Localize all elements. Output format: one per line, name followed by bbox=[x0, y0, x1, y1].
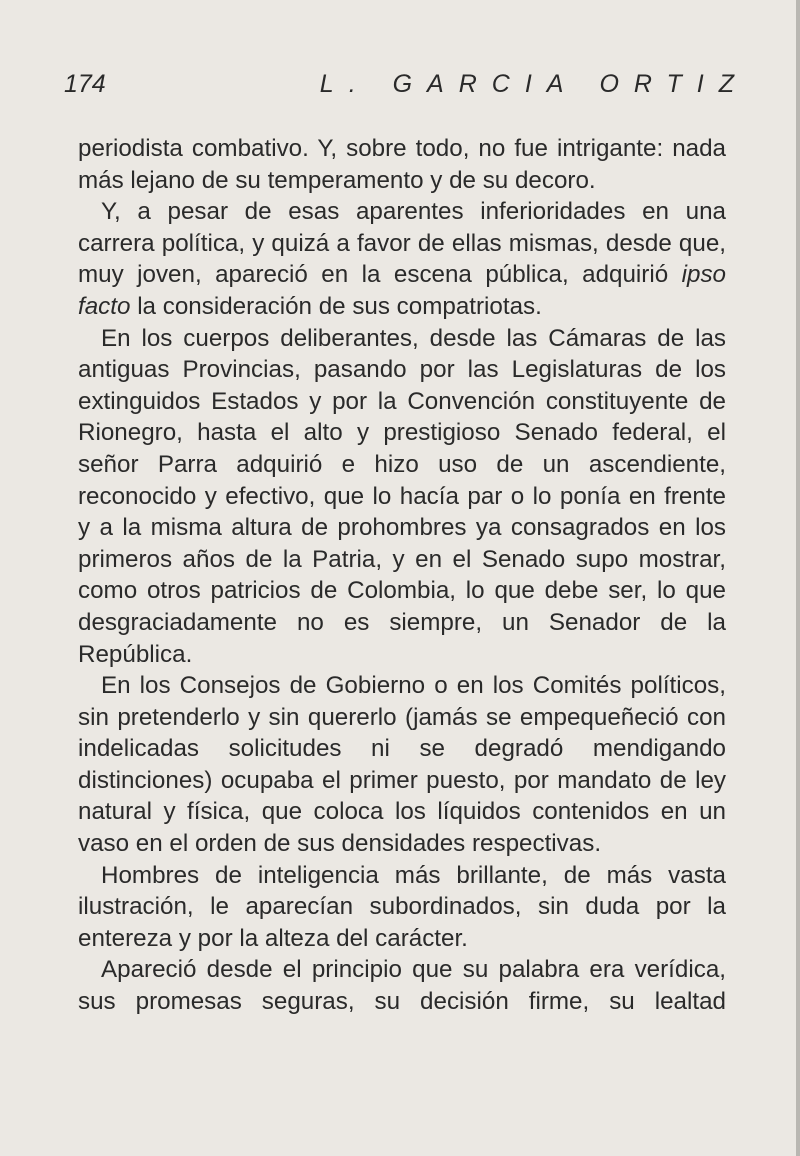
paragraph-3: En los cuerpos deliberantes, desde las Cámaras de las antiguas Provincias, pasando por las Legislaturas de los extinguidos Estados y por la Convención constituyente de Rionegro, hasta el alto y prestigioso Senado federal, el señor Parra adquirió e hizo uso de un ascendiente, reconocido y efectivo, que lo hacía par o lo ponía en frente y a la misma altura de prohombres ya consagrados en los primeros años de la Patria, y en el Senado supo mostrar, como otros patricios de Colombia, lo que debe ser, lo que desgraciadamente no es siempre, un Senador de la República. bbox=[78, 324, 726, 668]
paragraph-2-text: Y, a pesar de esas aparentes inferioridades en una carrera política, y quizá a favor de ellas mismas, desde que, muy joven, apareció en la escena pública, adquirió bbox=[78, 198, 726, 289]
running-head bbox=[64, 70, 749, 106]
paragraph-2 bbox=[78, 196, 726, 322]
body-text bbox=[78, 133, 726, 1018]
paragraph-6: Apareció desde el principio que su palabra era verídica, sus promesas seguras, su decisión firme, su lealtad bbox=[78, 956, 726, 1016]
paragraph-1: periodista combativo. Y, sobre todo, no fue intrigante: nada más lejano de su temperamento y de su decoro. bbox=[78, 135, 726, 194]
latin-phrase: ipso facto bbox=[78, 261, 726, 320]
page-edge bbox=[796, 0, 800, 1156]
paragraph-4: En los Consejos de Gobierno o en los Comités políticos, sin pretenderlo y sin quererlo (jamás se empequeñeció con indelicadas solicitudes ni se degradó mendigando distinciones) ocupaba el primer puesto, por mandato de ley natural y física, que coloca los líquidos contenidos en un vaso en el orden de sus densidades respectivas. bbox=[78, 672, 726, 858]
paragraph-2-end: la consideración de sus compatriotas. bbox=[137, 292, 542, 320]
page-number: 174 bbox=[64, 70, 106, 98]
author-header: L. GARCIA ORTIZ bbox=[319, 70, 749, 98]
paragraph-5: Hombres de inteligencia más brillante, de más vasta ilustración, le aparecían subordinados, sin duda por la entereza y por la alteza del carácter. bbox=[78, 861, 726, 952]
